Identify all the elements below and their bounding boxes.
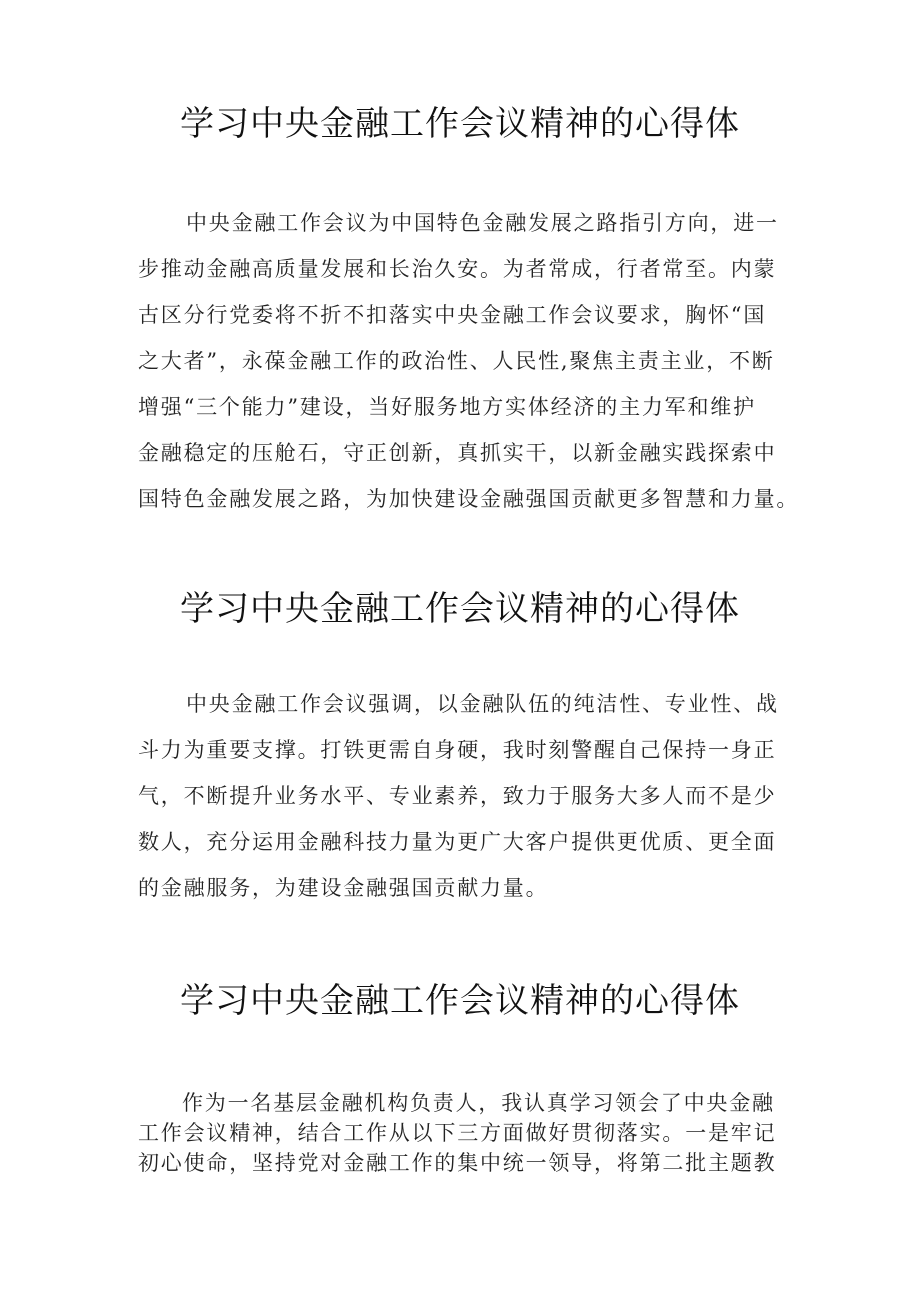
section-2-paragraph [138, 681, 798, 911]
section-2-line-5: 的金融服务，为建设金融强国贡献力量。 [138, 876, 549, 900]
section-3-line-3: 初心使命，坚持党对金融工作的集中统一领导，将第二批主题教 [138, 1151, 777, 1175]
section-3-title: 学习中央金融工作会议精神的心得体 [180, 981, 740, 1021]
section-3-line-1: 作为一名基层金融机构负责人，我认真学习领会了中央金融 [182, 1091, 775, 1115]
section-1-line-4: 之大者”，永葆金融工作的政治性、人民性,聚焦主责主业，不断 [138, 349, 775, 373]
section-2-line-1: 中央金融工作会议强调，以金融队伍的纯洁性、专业性、战 [186, 692, 779, 716]
section-1-line-1: 中央金融工作会议为中国特色金融发展之路指引方向，进一 [186, 211, 779, 235]
section-1-line-3: 古区分行党委将不折不扣落实中央金融工作会议要求，胸怀“国 [138, 303, 767, 327]
section-3-paragraph [138, 1088, 798, 1178]
section-1-line-2: 步推动金融高质量发展和长治久安。为者常成，行者常至。内蒙 [138, 257, 777, 281]
section-1-line-6: 金融稳定的压舱石，守正创新，真抓实干，以新金融实践探索中 [138, 441, 777, 465]
section-3-line-2: 工作会议精神，结合工作从以下三方面做好贯彻落实。一是牢记 [138, 1121, 777, 1145]
section-2-line-4: 数人，充分运用金融科技力量为更广大客户提供更优质、更全面 [138, 830, 777, 854]
section-2-line-2: 斗力为重要支撑。打铁更需自身硬，我时刻警醒自己保持一身正 [138, 738, 777, 762]
section-1-line-5: 增强“三个能力”建设，当好服务地方实体经济的主力军和维护 [138, 395, 756, 419]
section-1-title: 学习中央金融工作会议精神的心得体 [180, 104, 740, 144]
section-2-line-3: 气，不断提升业务水平、专业素养，致力于服务大多人而不是少 [138, 784, 777, 808]
section-1-line-7: 国特色金融发展之路，为加快建设金融强国贡献更多智慧和力量。 [138, 487, 800, 511]
section-2-title: 学习中央金融工作会议精神的心得体 [180, 589, 740, 629]
section-1-paragraph [138, 200, 798, 522]
